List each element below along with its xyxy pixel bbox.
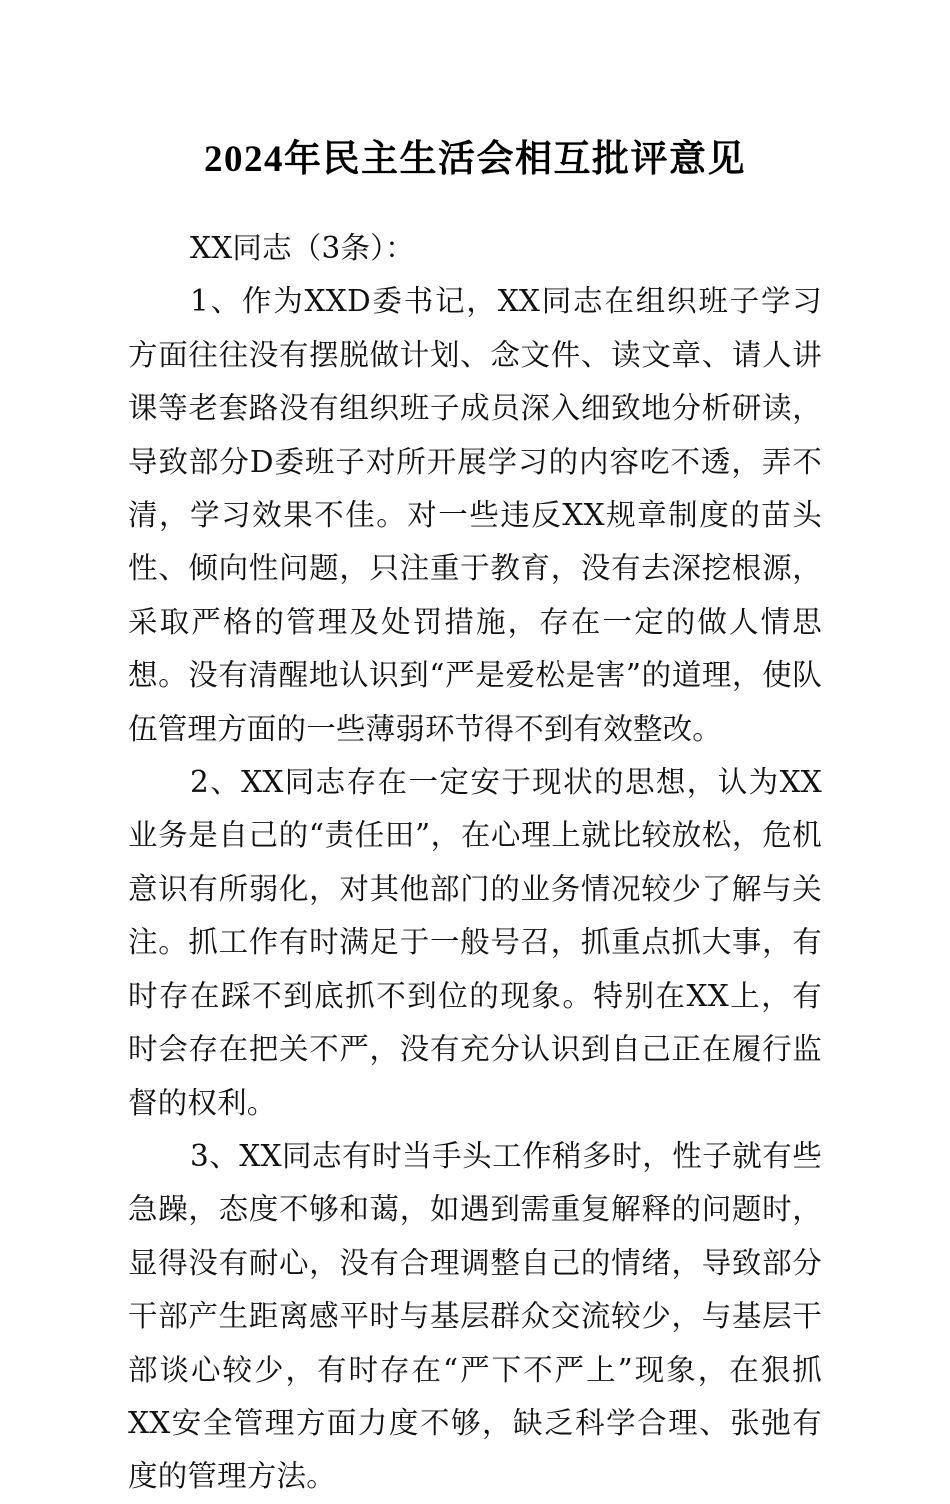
paragraph-item-1: 1、作为XXD委书记，XX同志在组织班子学习方面往往没有摆脱做计划、念文件、读文章、请人讲课等老套路没有组织班子成员深入细致地分析研读，导致部分D委班子对所开展学习的内容吃不透，弄不清，学习效果不佳。对一些违反XX规章制度的苗头性、倾向性问题，只注重于教育，没有去深挖根源，采取严格的管理及处罚措施，存在一定的做人情思想。没有清醒地认识到“严是爱松是害”的道理，使队伍管理方面的一些薄弱环节得不到有效整改。 [128, 284, 822, 746]
document-body [128, 222, 822, 1504]
paragraph-intro: XX同志（3条）： [190, 231, 415, 265]
page-title: 2024年民主生活会相互批评意见 [204, 138, 746, 180]
paragraph-item-3: 3、XX同志有时当手头工作稍多时，性子就有些急躁，态度不够和蔼，如遇到需重复解释的问题时，显得没有耐心，没有合理调整自己的情绪，导致部分干部产生距离感平时与基层群众交流较少，与基层干部谈心较少，有时存在“严下不严上”现象，在狠抓XX安全管理方面力度不够，缺乏科学合理、张弛有度的管理方法。 [128, 1138, 822, 1494]
paragraph-item-2: 2、XX同志存在一定安于现状的思想，认为XX业务是自己的“责任田”，在心理上就比较放松，危机意识有所弱化，对其他部门的业务情况较少了解与关注。抓工作有时满足于一般号召，抓重点抓大事，有时存在踩不到底抓不到位的现象。特别在XX上，有时会存在把关不严，没有充分认识到自己正在履行监督的权利。 [128, 765, 822, 1120]
